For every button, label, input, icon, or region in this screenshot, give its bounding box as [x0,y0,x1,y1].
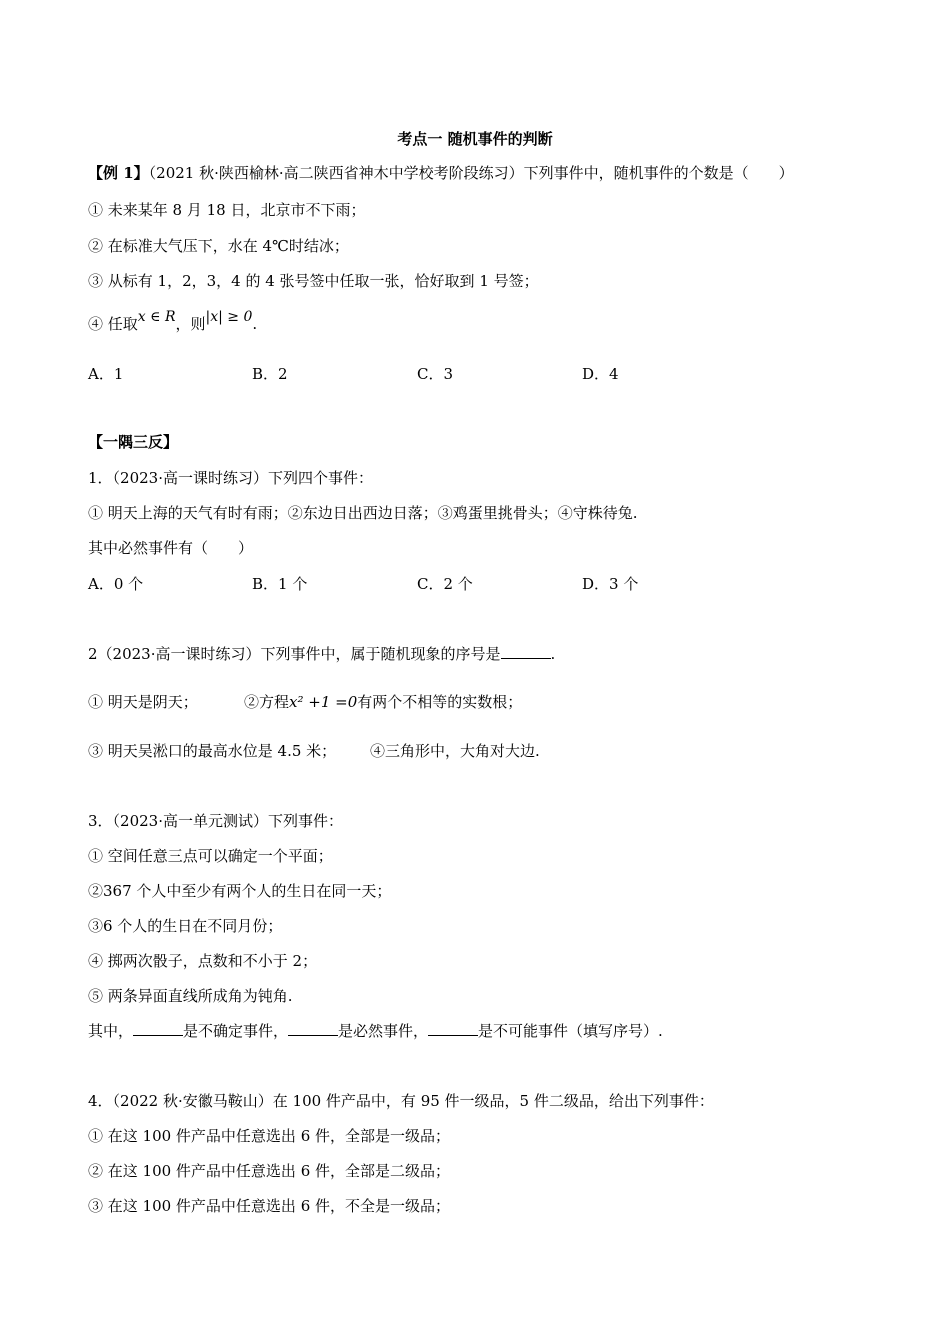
answer-blank-3[interactable] [428,1021,478,1036]
answer-blank[interactable] [501,644,551,659]
q2-item-3: ③ 明天吴淞口的最高水位是 4.5 米； [88,742,337,760]
q1-option-a: A．0 个 [88,575,144,593]
q3-ask-c: 是必然事件， [338,1022,429,1040]
q3-item-2: ②367 个人中至少有两个人的生日在同一天； [88,882,392,900]
q3-item-1: ① 空间任意三点可以确定一个平面； [88,847,333,865]
q2-item-4: ④三角形中，大角对大边. [370,742,540,760]
q2-stem-text: 2（2023·高一课时练习）下列事件中，属于随机现象的序号是 [88,645,501,663]
q2-stem-end: . [550,645,556,663]
q3-ask-d: 是不可能事件（填写序号）. [478,1022,663,1040]
q3-ask-a: 其中， [88,1022,134,1040]
q2-row-1 [88,692,523,712]
example-label: 【例 1】 [88,164,149,182]
q2-row-2 [88,741,540,761]
item-4-mid: ，则 [175,315,206,333]
q3-item-5: ⑤ 两条异面直线所成角为钝角. [88,987,293,1005]
example-1-stem [88,163,794,183]
item-4-prefix: ④ 任取 [88,315,138,333]
example-1-item-1: ① 未来某年 8 月 18 日，北京市不下雨； [88,201,366,219]
example-1-item-3: ③ 从标有 1，2，3，4 的 4 张号签中任取一张，恰好取到 1 号签； [88,272,539,290]
q1-line: ① 明天上海的天气有时有雨；②东边日出西边日落；③鸡蛋里挑骨头；④守株待兔. [88,504,638,522]
q2-item-2-prefix: ②方程 [244,693,290,711]
example-stem-text: （2021 秋·陕西榆林·高二陕西省神木中学校考阶段练习）下列事件中，随机事件的个数是（ ） [148,164,794,182]
q1-option-c: C．2 个 [417,575,473,593]
math-x-in-R: x ∈ R [137,309,176,325]
option-d: D．4 [582,365,619,383]
q2-item-2-suffix: 有两个不相等的实数根； [357,693,523,711]
math-equation: x² +1 =0 [289,693,358,711]
q3-item-3: ③6 个人的生日在不同月份； [88,917,283,935]
q1-stem: 1．（2023·高一课时练习）下列四个事件： [88,469,373,487]
option-a: A．1 [88,365,124,383]
q4-item-2: ② 在这 100 件产品中任意选出 6 件，全部是二级品； [88,1162,451,1180]
section-title: 考点一 随机事件的判断 [397,130,553,148]
q2-item-1: ① 明天是阴天； [88,693,198,711]
item-4-end: . [252,315,258,333]
q3-ask-b: 是不确定事件， [183,1022,289,1040]
practice-header: 【一隅三反】 [88,433,179,451]
option-c: C．3 [417,365,454,383]
q2-item-2 [244,692,522,712]
q1-option-d: D．3 个 [582,575,639,593]
q4-item-3: ③ 在这 100 件产品中任意选出 6 件，不全是一级品； [88,1197,451,1215]
example-1-item-2: ② 在标准大气压下，水在 4℃时结冰； [88,237,349,255]
q3-ask [88,1021,663,1041]
answer-blank-1[interactable] [133,1021,183,1036]
q1-option-b: B．1 个 [252,575,308,593]
answer-blank-2[interactable] [288,1021,338,1036]
q4-stem: 4．（2022 秋·安徽马鞍山）在 100 件产品中，有 95 件一级品，5 件二级品，给出下列事件： [88,1092,714,1110]
q1-ask: 其中必然事件有（ ） [88,539,254,557]
q3-stem: 3．（2023·高一单元测试）下列事件： [88,812,343,830]
q4-item-1: ① 在这 100 件产品中任意选出 6 件，全部是一级品； [88,1127,451,1145]
q3-item-4: ④ 掷两次骰子，点数和不小于 2； [88,952,318,970]
q2-stem [88,644,555,664]
option-b: B．2 [252,365,288,383]
math-abs-x-ge-0: |x| ≥ 0 [205,309,253,325]
example-1-item-4 [88,309,258,335]
